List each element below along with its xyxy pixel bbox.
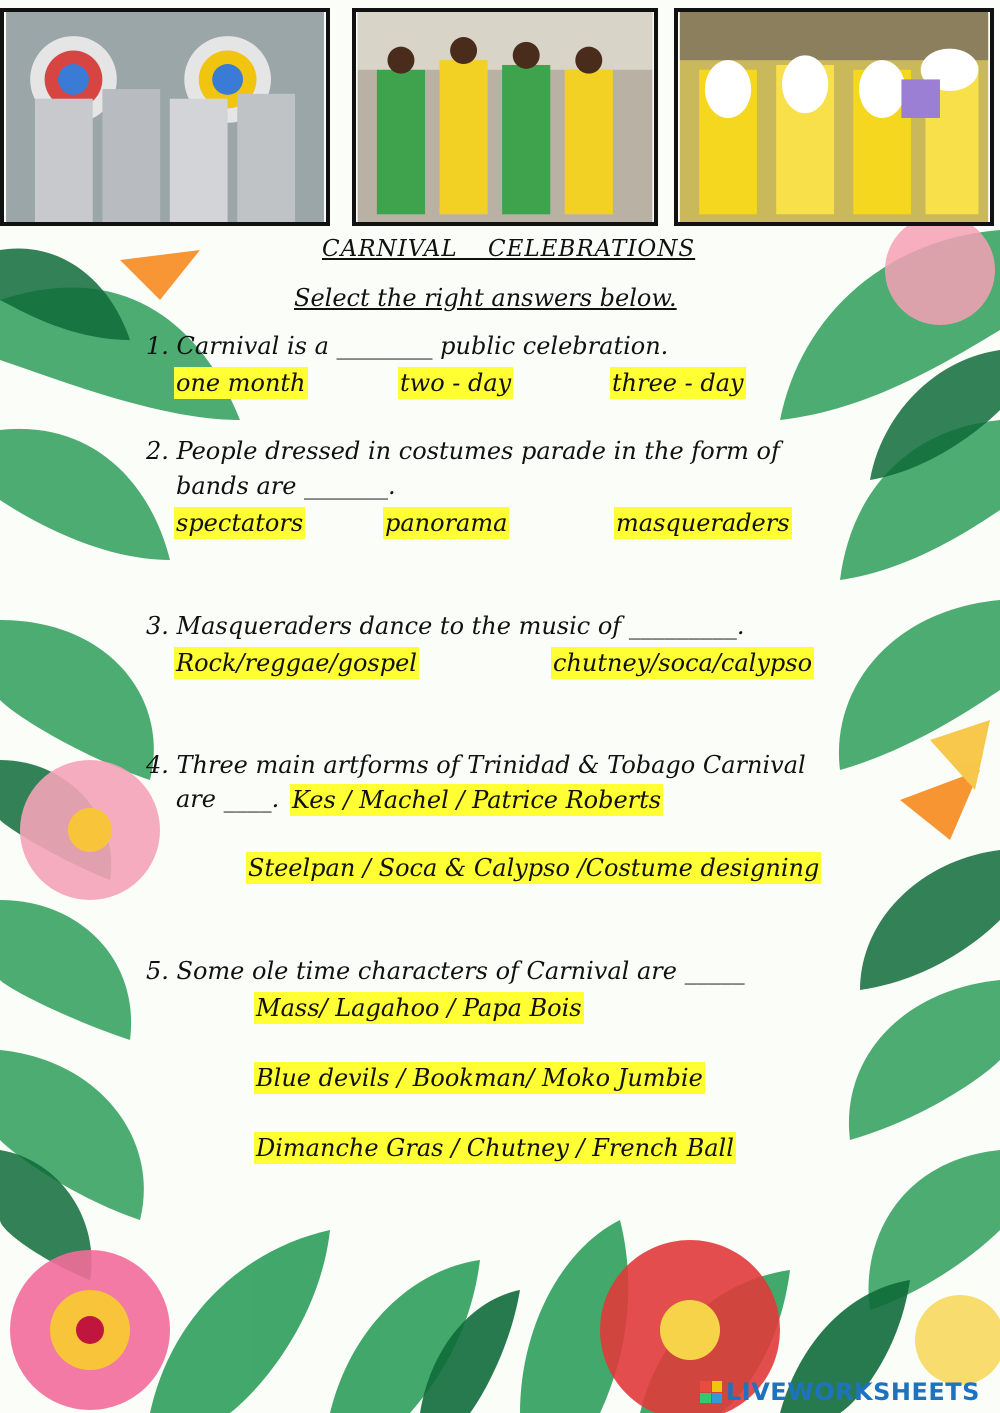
q1-option-three-day[interactable]: three - day bbox=[612, 369, 744, 397]
logo-text: LIVEWORKSHEETS bbox=[726, 1378, 980, 1406]
question-4-prompt-line2: are ____. bbox=[176, 785, 280, 813]
q4-option-kes-machel-patrice[interactable]: Kes / Machel / Patrice Roberts bbox=[292, 786, 662, 814]
pink-top-flower-icon bbox=[885, 215, 995, 325]
question-1-prompt: 1. Carnival is a ________ public celebration. bbox=[146, 332, 669, 360]
photo-green-yellow-costumes bbox=[352, 8, 658, 226]
question-4-prompt-line1: 4. Three main artforms of Trinidad & Tobago Carnival bbox=[146, 751, 806, 779]
liveworksheets-logo bbox=[700, 1378, 980, 1406]
q5-option-blue-devils-bookman-moko[interactable]: Blue devils / Bookman/ Moko Jumbie bbox=[256, 1064, 703, 1092]
q5-option-dimanche-chutney-french[interactable]: Dimanche Gras / Chutney / French Ball bbox=[256, 1134, 734, 1162]
question-2-prompt-line2: bands are _______. bbox=[176, 472, 396, 500]
liveworksheets-logo-icon bbox=[700, 1381, 722, 1403]
silver-costume-photo-icon bbox=[4, 12, 326, 222]
q4-option-steelpan-soca-costume[interactable]: Steelpan / Soca & Calypso /Costume designing bbox=[248, 854, 820, 882]
q2-option-panorama[interactable]: panorama bbox=[385, 509, 508, 537]
green-yellow-costume-photo-icon bbox=[356, 12, 654, 222]
question-5-prompt: 5. Some ole time characters of Carnival are _____ bbox=[146, 957, 745, 985]
q5-option-mass-lagahoo-papabois[interactable]: Mass/ Lagahoo / Papa Bois bbox=[256, 994, 582, 1022]
q3-option-rock-reggae-gospel[interactable]: Rock/reggae/gospel bbox=[176, 649, 417, 677]
question-2-prompt-line1: 2. People dressed in costumes parade in the form of bbox=[146, 437, 780, 465]
worksheet-instructions: Select the right answers below. bbox=[294, 284, 677, 312]
q1-option-one-month[interactable]: one month bbox=[176, 369, 306, 397]
yellow-flower-icon bbox=[915, 1295, 1000, 1385]
q1-option-two-day[interactable]: two - day bbox=[400, 369, 512, 397]
photo-ghost-costumes bbox=[674, 8, 994, 226]
ghost-costume-photo-icon bbox=[678, 12, 990, 222]
photo-silver-costumes bbox=[0, 8, 330, 226]
q3-option-chutney-soca-calypso[interactable]: chutney/soca/calypso bbox=[553, 649, 813, 677]
pink-flower-icon bbox=[20, 760, 160, 900]
q2-option-masqueraders[interactable]: masqueraders bbox=[616, 509, 790, 537]
question-3-prompt: 3. Masqueraders dance to the music of _________. bbox=[146, 612, 745, 640]
hibiscus-flower-icon bbox=[10, 1250, 170, 1410]
q2-option-spectators[interactable]: spectators bbox=[176, 509, 304, 537]
worksheet-title: CARNIVAL CELEBRATIONS bbox=[322, 236, 696, 262]
